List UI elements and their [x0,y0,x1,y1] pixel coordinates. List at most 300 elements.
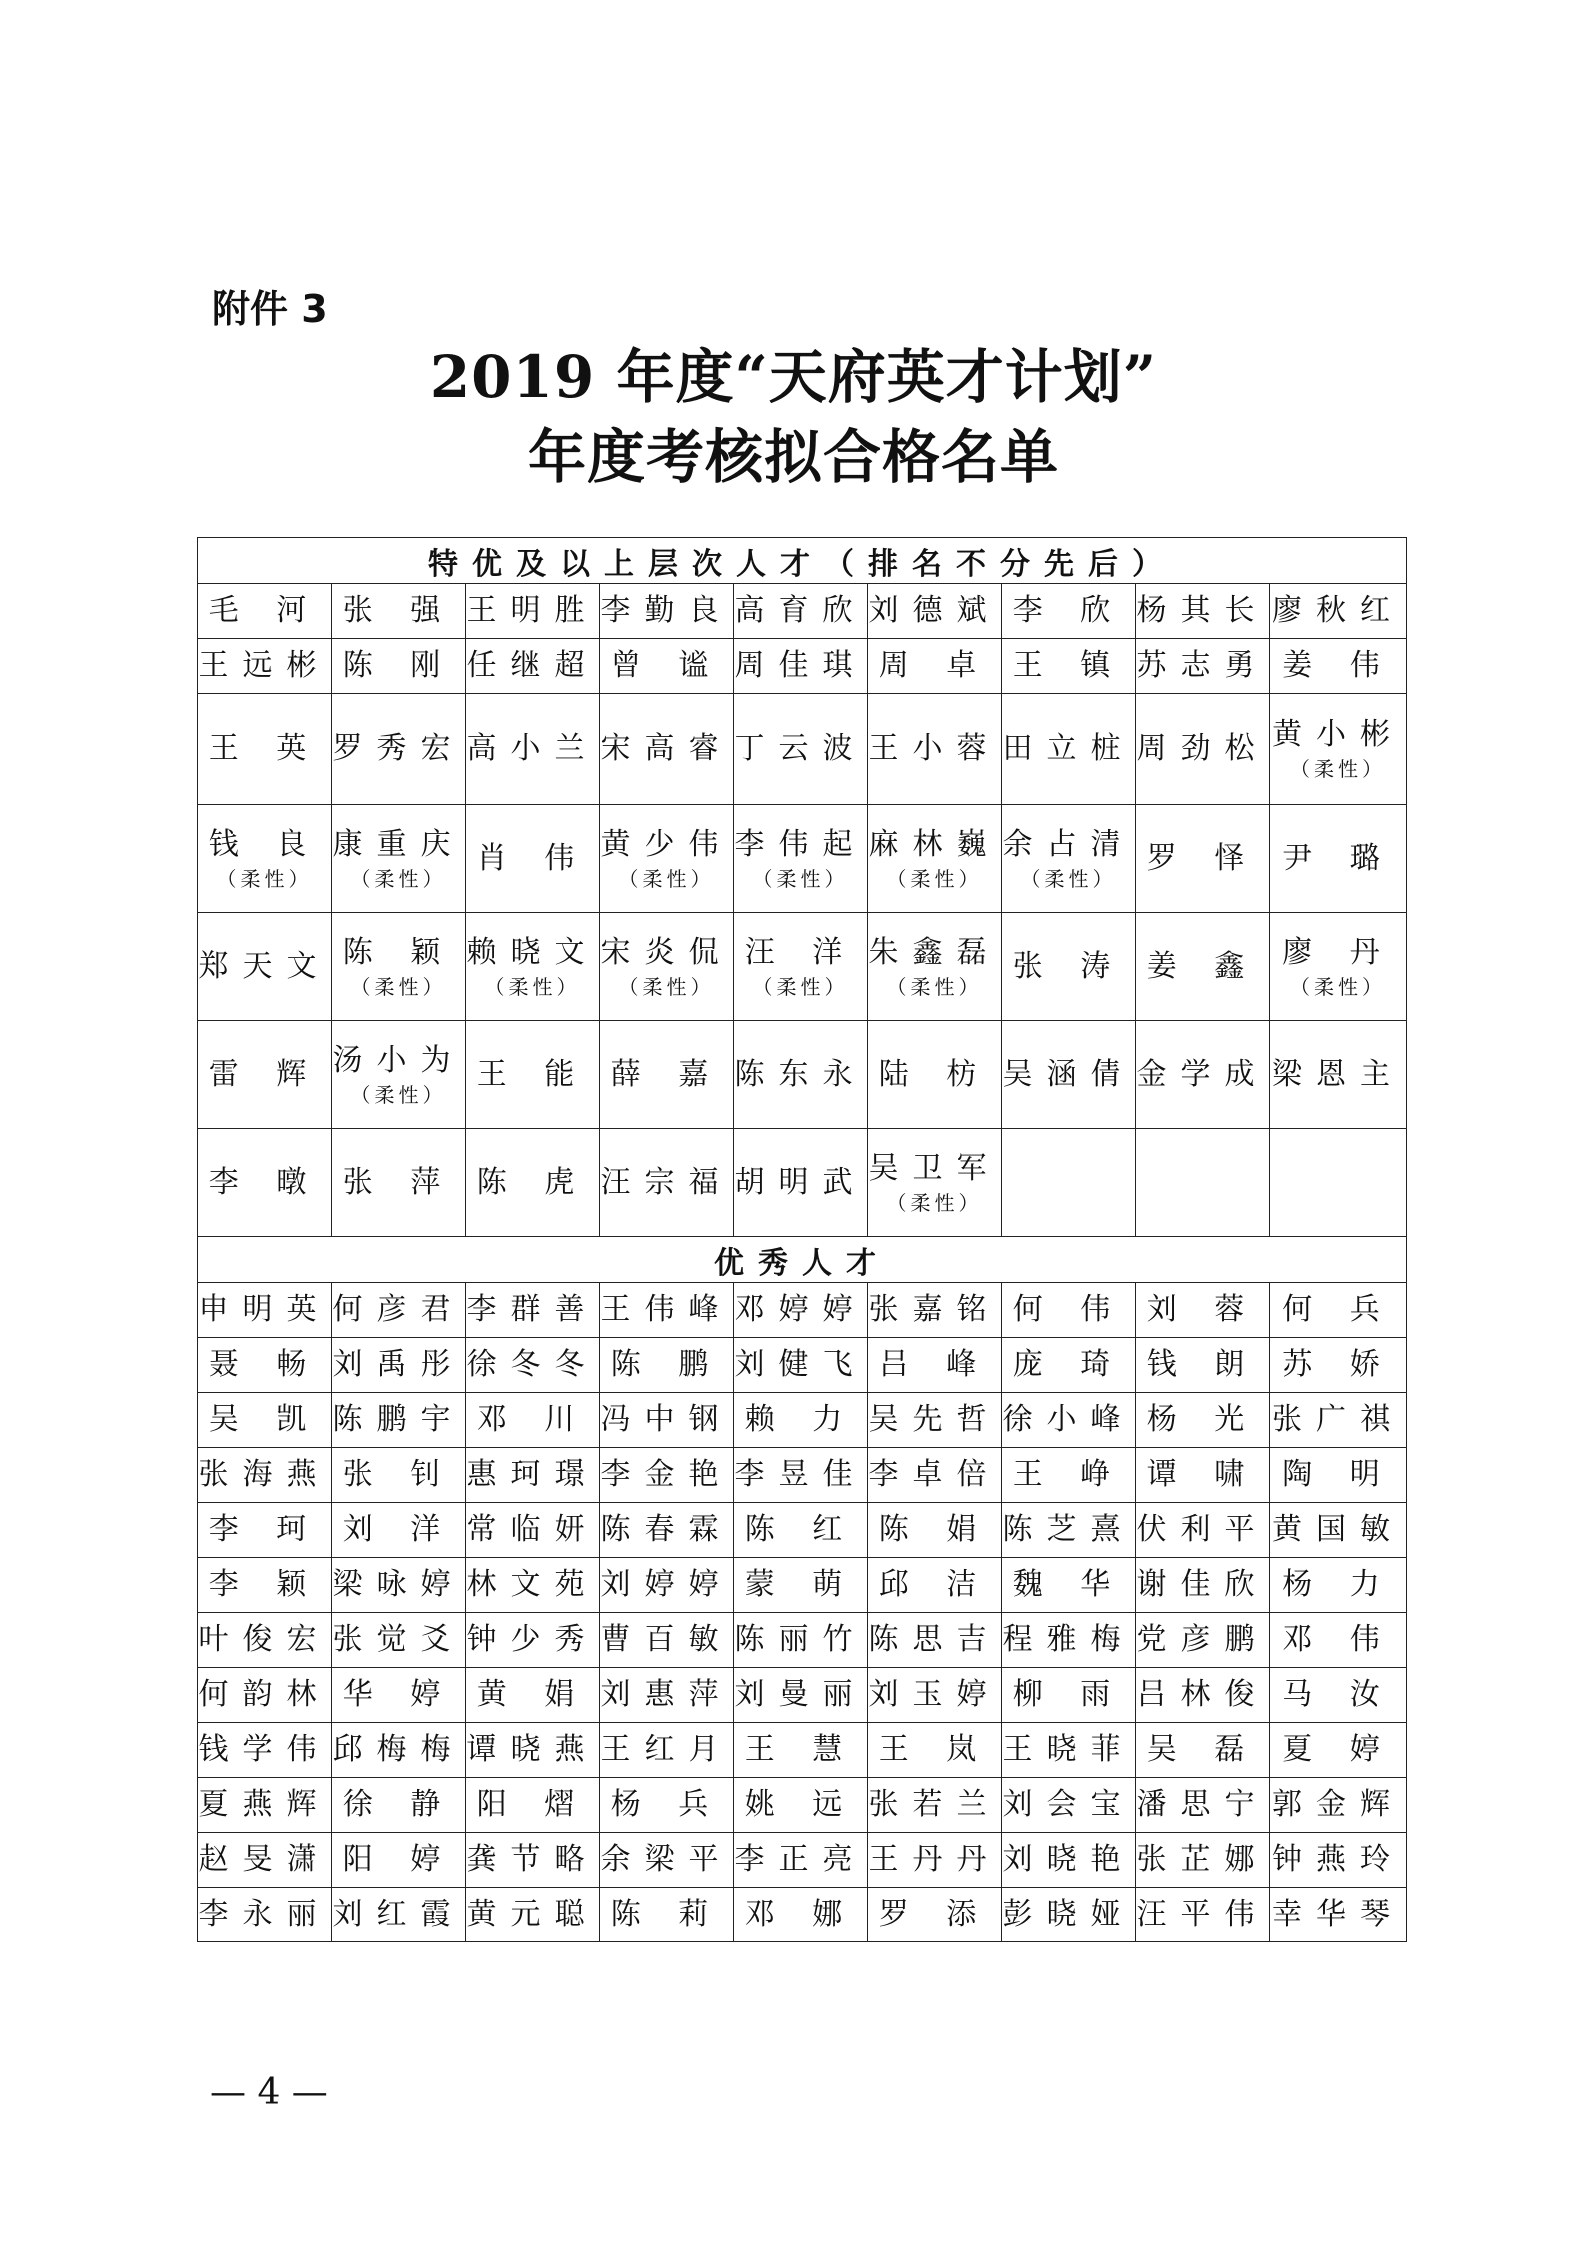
person-name: 高育欣 [734,593,867,628]
person-name: 何彦君 [332,1292,465,1327]
person-name: 冯中钢 [600,1402,733,1437]
name-cell [1136,1283,1270,1338]
person-name: 邱 洁 [878,1567,991,1602]
person-name: 余梁平 [600,1842,733,1877]
document-title: 2019 年度“天府英才计划” [429,343,1158,411]
person-name: 陈 刚 [342,648,455,683]
person-name: 雷 辉 [208,1056,321,1092]
person-name: 李伟起 [734,826,867,862]
person-name: 吕 峰 [878,1347,991,1382]
person-name: 王小蓉 [868,731,1001,766]
name-cell [466,805,600,913]
name-cell [600,1833,734,1888]
person-name: 李正亮 [734,1842,867,1877]
person-name: 李昱佳 [734,1457,867,1492]
person-name: 阳 熠 [476,1787,589,1822]
table-row [198,584,1407,639]
flexible-talent-note: （柔性） [350,1082,447,1107]
name-cell [332,1613,466,1668]
person-name: 李勤良 [600,593,733,628]
person-name: 王 慧 [744,1732,857,1767]
person-name: 余占清 [1002,826,1135,862]
person-name: 谭晓燕 [466,1732,599,1767]
person-name: 柳 雨 [1012,1677,1125,1712]
person-name: 王 峥 [1012,1457,1125,1492]
name-cell [1136,1723,1270,1778]
name-cell [198,1723,332,1778]
name-cell [1002,1778,1136,1833]
table-row [198,1833,1407,1888]
name-cell [734,805,868,913]
name-cell [466,1021,600,1129]
attachment-label: 附件 3 [212,287,328,331]
name-cell [1136,1558,1270,1613]
person-name: 陶 明 [1282,1457,1394,1492]
person-name: 何 兵 [1282,1292,1394,1327]
person-name: 廖 丹 [1282,934,1394,970]
person-name: 罗 添 [878,1896,991,1932]
person-name: 陈丽竹 [734,1622,867,1657]
name-cell [332,694,466,805]
person-name: 黄小彬 [1272,717,1405,752]
name-cell [466,1888,600,1942]
name-cell [600,805,734,913]
person-name: 赖晓文 [466,934,599,970]
person-name: 陈鹏宇 [332,1402,465,1437]
person-name: 张 强 [342,593,455,628]
name-cell [868,1393,1002,1448]
person-name: 夏燕辉 [198,1787,331,1822]
person-name: 王明胜 [466,593,599,628]
name-cell [332,639,466,694]
person-name: 郭金辉 [1272,1787,1405,1822]
name-cell [332,805,466,913]
name-cell [198,805,332,913]
name-cell [868,1723,1002,1778]
name-cell [1136,1129,1270,1237]
name-cell [1002,584,1136,639]
name-cell [1136,584,1270,639]
person-name: 谢佳欣 [1136,1567,1269,1602]
name-cell [1136,639,1270,694]
name-cell [1270,1393,1407,1448]
person-name: 杨 力 [1282,1567,1394,1602]
person-name: 李永丽 [198,1896,331,1932]
name-cell [734,1668,868,1723]
flexible-talent-note: （柔性） [1290,757,1387,781]
person-name: 苏志勇 [1136,648,1269,683]
flexible-talent-note: （柔性） [752,866,849,891]
table-row [198,1723,1407,1778]
person-name: 胡明武 [734,1164,867,1200]
name-cell [198,1558,332,1613]
name-cell [1270,1668,1407,1723]
name-cell [1002,1613,1136,1668]
name-cell [198,1338,332,1393]
flexible-talent-note: （柔性） [484,974,581,999]
name-cell [332,1129,466,1237]
name-cell [466,1558,600,1613]
name-cell [868,1833,1002,1888]
name-cell [198,1021,332,1129]
person-name: 程雅梅 [1002,1622,1135,1657]
person-name: 陈 虎 [476,1164,589,1200]
name-cell [466,1393,600,1448]
roster-body [198,538,1407,1942]
person-name: 李金艳 [600,1457,733,1492]
person-name: 杨 光 [1146,1402,1259,1437]
person-name: 周劲松 [1136,731,1269,766]
person-name: 谭 啸 [1146,1457,1259,1492]
name-cell [1002,1668,1136,1723]
name-cell [466,1448,600,1503]
name-cell [734,1129,868,1237]
flexible-talent-note: （柔性） [618,866,715,891]
person-name: 邱梅梅 [332,1732,465,1767]
name-cell [332,1723,466,1778]
name-cell [1136,913,1270,1021]
person-name: 廖秋红 [1272,593,1405,628]
name-cell [1002,805,1136,913]
person-name: 钟少秀 [466,1622,599,1657]
person-name: 陈 莉 [610,1896,723,1932]
name-cell [198,694,332,805]
name-cell [1136,1613,1270,1668]
person-name: 邓 伟 [1282,1622,1394,1657]
table-row [198,1778,1407,1833]
name-cell [198,639,332,694]
name-cell [600,1448,734,1503]
flexible-talent-note: （柔性） [350,866,447,891]
person-name: 田立桩 [1002,731,1135,766]
person-name: 邓 娜 [744,1896,857,1932]
person-name: 徐小峰 [1002,1402,1135,1437]
person-name: 聂 畅 [208,1347,321,1382]
person-name: 王 岚 [878,1732,991,1767]
name-cell [600,1558,734,1613]
person-name: 吴卫军 [868,1150,1001,1186]
person-name: 钱 朗 [1146,1347,1259,1382]
person-name: 曹百敏 [600,1622,733,1657]
name-cell [600,1338,734,1393]
name-cell [734,584,868,639]
person-name: 刘健飞 [734,1347,867,1382]
name-cell [198,1503,332,1558]
name-cell [198,1668,332,1723]
person-name: 罗秀宏 [332,731,465,766]
person-name: 汪平伟 [1136,1896,1269,1932]
person-name: 刘会宝 [1002,1787,1135,1822]
name-cell [1270,913,1407,1021]
name-cell [1270,1503,1407,1558]
person-name: 潘思宁 [1136,1787,1269,1822]
person-name: 申明英 [198,1292,331,1327]
flexible-talent-note: （柔性） [350,974,447,999]
person-name: 陈 鹏 [610,1347,723,1382]
person-name: 李卓倍 [868,1457,1001,1492]
name-cell [1002,1283,1136,1338]
table-row [198,1338,1407,1393]
name-cell [1136,1778,1270,1833]
name-cell [1002,1129,1136,1237]
name-cell [600,694,734,805]
name-cell [734,1393,868,1448]
person-name: 王晓菲 [1002,1732,1135,1767]
name-cell [734,1503,868,1558]
qualified-roster-table [197,537,1407,1942]
person-name: 吴先哲 [868,1402,1001,1437]
person-name: 马 汝 [1282,1677,1394,1712]
name-cell [734,1778,868,1833]
person-name: 阳 婷 [342,1842,455,1877]
person-name: 陈芝熹 [1002,1512,1135,1547]
name-cell [868,805,1002,913]
table-row [198,1503,1407,1558]
person-name: 张嘉铭 [868,1292,1001,1327]
name-cell [198,1129,332,1237]
name-cell [332,1668,466,1723]
person-name: 汤小为 [332,1042,465,1078]
name-cell [198,1283,332,1338]
flexible-talent-note: （柔性） [1290,974,1387,999]
person-name: 杨 兵 [610,1787,723,1822]
person-name: 陈春霖 [600,1512,733,1547]
person-name: 黄国敏 [1272,1512,1405,1547]
person-name: 叶俊宏 [198,1622,331,1657]
person-name: 徐冬冬 [466,1347,599,1382]
table-row [198,1021,1407,1129]
name-cell [600,1888,734,1942]
name-cell [466,1283,600,1338]
person-name: 何 伟 [1012,1292,1125,1327]
person-name: 钱 良 [208,826,321,862]
person-name: 彭晓娅 [1002,1896,1135,1932]
person-name: 钱学伟 [198,1732,331,1767]
section-heading: 优秀人才 [198,1237,1407,1283]
person-name: 宋炎侃 [600,934,733,970]
table-row [198,805,1407,913]
person-name: 张海燕 [198,1457,331,1492]
name-cell [734,1448,868,1503]
person-name: 常临妍 [466,1512,599,1547]
name-cell [466,1668,600,1723]
name-cell [868,1283,1002,1338]
table-row [198,1448,1407,1503]
name-cell [734,913,868,1021]
person-name: 肖 伟 [476,840,589,876]
name-cell [1270,1723,1407,1778]
name-cell [332,1833,466,1888]
person-name: 刘晓艳 [1002,1842,1135,1877]
table-row [198,913,1407,1021]
person-name: 刘玉婷 [868,1677,1001,1712]
name-cell [198,913,332,1021]
person-name: 王红月 [600,1732,733,1767]
name-cell [466,1503,600,1558]
section-heading-row [198,1237,1407,1283]
name-cell [1002,1338,1136,1393]
name-cell [600,1129,734,1237]
person-name: 刘德斌 [868,593,1001,628]
person-name: 周 卓 [878,648,991,683]
name-cell [466,639,600,694]
person-name: 李 珂 [208,1512,321,1547]
name-cell [868,1503,1002,1558]
person-name: 蒙 萌 [744,1567,857,1602]
person-name: 周佳琪 [734,648,867,683]
name-cell [734,1021,868,1129]
name-cell [868,694,1002,805]
name-cell [1270,694,1407,805]
name-cell [600,1723,734,1778]
person-name: 高小兰 [466,731,599,766]
person-name: 邓 川 [476,1402,589,1437]
name-cell [868,1448,1002,1503]
flexible-talent-note: （柔性） [752,974,849,999]
name-cell [1270,1833,1407,1888]
person-name: 陈 红 [744,1512,857,1547]
person-name: 梁恩主 [1272,1056,1405,1092]
person-name: 王 能 [476,1056,589,1092]
person-name: 陆 枋 [878,1056,991,1092]
person-name: 陈思吉 [868,1622,1001,1657]
person-name: 黄少伟 [600,826,733,862]
name-cell [1002,913,1136,1021]
person-name: 黄元聪 [466,1896,599,1932]
name-cell [466,1833,600,1888]
person-name: 罗 怿 [1146,840,1259,876]
person-name: 姚 远 [744,1787,857,1822]
person-name: 康重庆 [332,826,465,862]
person-name: 姜 伟 [1282,648,1394,683]
name-cell [1136,1668,1270,1723]
person-name: 张 钊 [342,1457,455,1492]
person-name: 王丹丹 [868,1842,1001,1877]
name-cell [600,1393,734,1448]
name-cell [1270,1129,1407,1237]
name-cell [1002,1448,1136,1503]
table-row [198,694,1407,805]
person-name: 黄 娟 [476,1677,589,1712]
name-cell [868,1668,1002,1723]
name-cell [734,1558,868,1613]
name-cell [734,1613,868,1668]
person-name: 麻林巍 [868,826,1001,862]
name-cell [868,1129,1002,1237]
name-cell [466,694,600,805]
person-name: 姜 鑫 [1146,948,1259,984]
name-cell [198,1613,332,1668]
name-cell [1136,1338,1270,1393]
name-cell [332,1021,466,1129]
table-row [198,1613,1407,1668]
person-name: 惠珂璟 [466,1457,599,1492]
name-cell [466,1778,600,1833]
name-cell [868,1338,1002,1393]
person-name: 王伟峰 [600,1292,733,1327]
person-name: 夏 婷 [1282,1732,1394,1767]
name-cell [1270,1778,1407,1833]
person-name: 王远彬 [198,648,331,683]
name-cell [332,1778,466,1833]
person-name: 陈 颖 [342,934,455,970]
name-cell [332,1503,466,1558]
name-cell [332,1888,466,1942]
person-name: 龚节略 [466,1842,599,1877]
person-name: 刘 洋 [342,1512,455,1547]
name-cell [868,584,1002,639]
flexible-talent-note: （柔性） [886,974,983,999]
flexible-talent-note: （柔性） [886,866,983,891]
name-cell [1270,1283,1407,1338]
document-subtitle: 年度考核拟合格名单 [527,423,1059,491]
person-name: 吴涵倩 [1002,1056,1135,1092]
name-cell [332,1448,466,1503]
name-cell [600,1668,734,1723]
person-name: 李 颖 [208,1567,321,1602]
name-cell [1002,1723,1136,1778]
person-name: 伏利平 [1136,1512,1269,1547]
name-cell [1270,1888,1407,1942]
name-cell [198,1778,332,1833]
person-name: 庞 琦 [1012,1347,1125,1382]
person-name: 钟燕玲 [1272,1842,1405,1877]
name-cell [1002,1833,1136,1888]
name-cell [198,1888,332,1942]
name-cell [1136,1833,1270,1888]
person-name: 张 萍 [342,1164,455,1200]
person-name: 刘惠萍 [600,1677,733,1712]
name-cell [868,639,1002,694]
name-cell [198,1393,332,1448]
name-cell [198,1833,332,1888]
person-name: 苏 娇 [1282,1347,1394,1382]
name-cell [466,1723,600,1778]
name-cell [1002,1021,1136,1129]
name-cell [734,1283,868,1338]
name-cell [466,1338,600,1393]
person-name: 吴 凯 [208,1402,321,1437]
name-cell [868,1778,1002,1833]
name-cell [1270,1021,1407,1129]
name-cell [1002,1393,1136,1448]
name-cell [198,1448,332,1503]
person-name: 赖 力 [744,1402,857,1437]
table-row [198,1283,1407,1338]
person-name: 林文苑 [466,1567,599,1602]
person-name: 陈 娟 [878,1512,991,1547]
person-name: 刘曼丽 [734,1677,867,1712]
person-name: 魏 华 [1012,1567,1125,1602]
name-cell [1270,584,1407,639]
person-name: 李群善 [466,1292,599,1327]
name-cell [1136,1888,1270,1942]
name-cell [868,1558,1002,1613]
person-name: 毛 河 [208,593,321,628]
name-cell [734,639,868,694]
person-name: 张广祺 [1272,1402,1405,1437]
name-cell [198,584,332,639]
name-cell [1270,1448,1407,1503]
name-cell [868,1613,1002,1668]
table-row [198,1888,1407,1942]
person-name: 幸华琴 [1272,1896,1405,1932]
person-name: 丁云波 [734,731,867,766]
person-name: 王 镇 [1012,648,1125,683]
name-cell [1002,639,1136,694]
person-name: 王 英 [208,731,321,766]
person-name: 李 欣 [1012,593,1125,628]
